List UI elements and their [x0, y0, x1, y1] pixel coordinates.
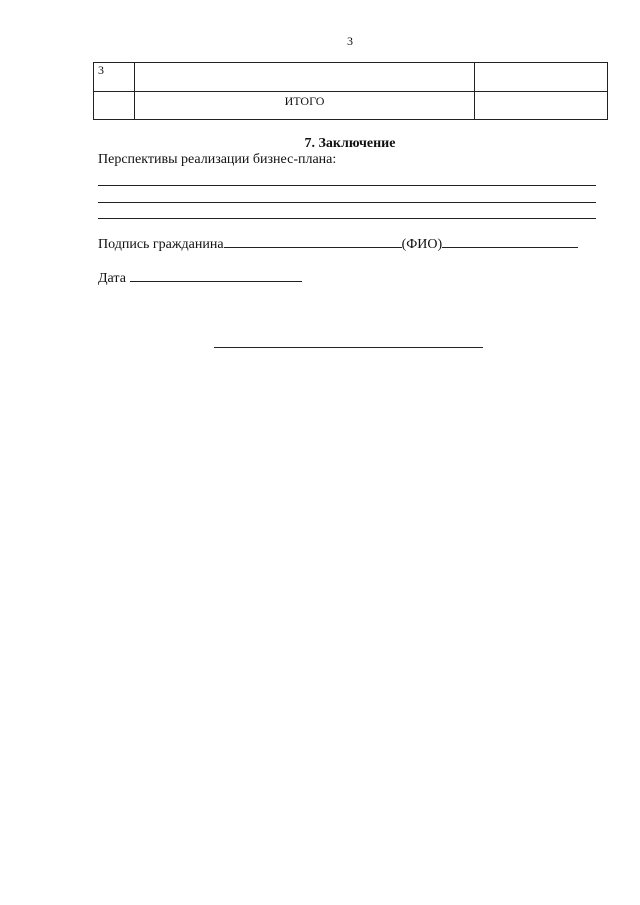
date-row — [98, 268, 302, 287]
blank-line-2 — [98, 202, 596, 203]
blank-line-1 — [98, 185, 596, 186]
row-number-cell — [94, 92, 135, 120]
cost-table — [93, 62, 608, 120]
total-label-cell — [135, 92, 475, 120]
signature-row — [98, 234, 578, 253]
signature-field — [224, 234, 402, 248]
total-label: ИТОГО — [284, 94, 325, 108]
section-title: 7. Заключение — [304, 136, 396, 151]
date-label: Дата — [98, 271, 126, 286]
item-sum-cell — [475, 63, 608, 92]
table-row-total — [94, 92, 608, 120]
fio-field — [442, 234, 578, 248]
page-number: 3 — [347, 34, 353, 48]
blank-line-3 — [98, 218, 596, 219]
date-field — [130, 268, 302, 282]
total-sum-cell — [475, 92, 608, 120]
table-row — [94, 63, 608, 92]
fio-label: (ФИО) — [401, 237, 443, 252]
prospects-label: Перспективы реализации бизнес-плана: — [98, 152, 337, 167]
item-name-cell — [135, 63, 475, 92]
row-number-cell: 3 — [94, 63, 135, 92]
signature-label: Подпись гражданина — [98, 237, 224, 252]
end-rule — [214, 347, 483, 348]
